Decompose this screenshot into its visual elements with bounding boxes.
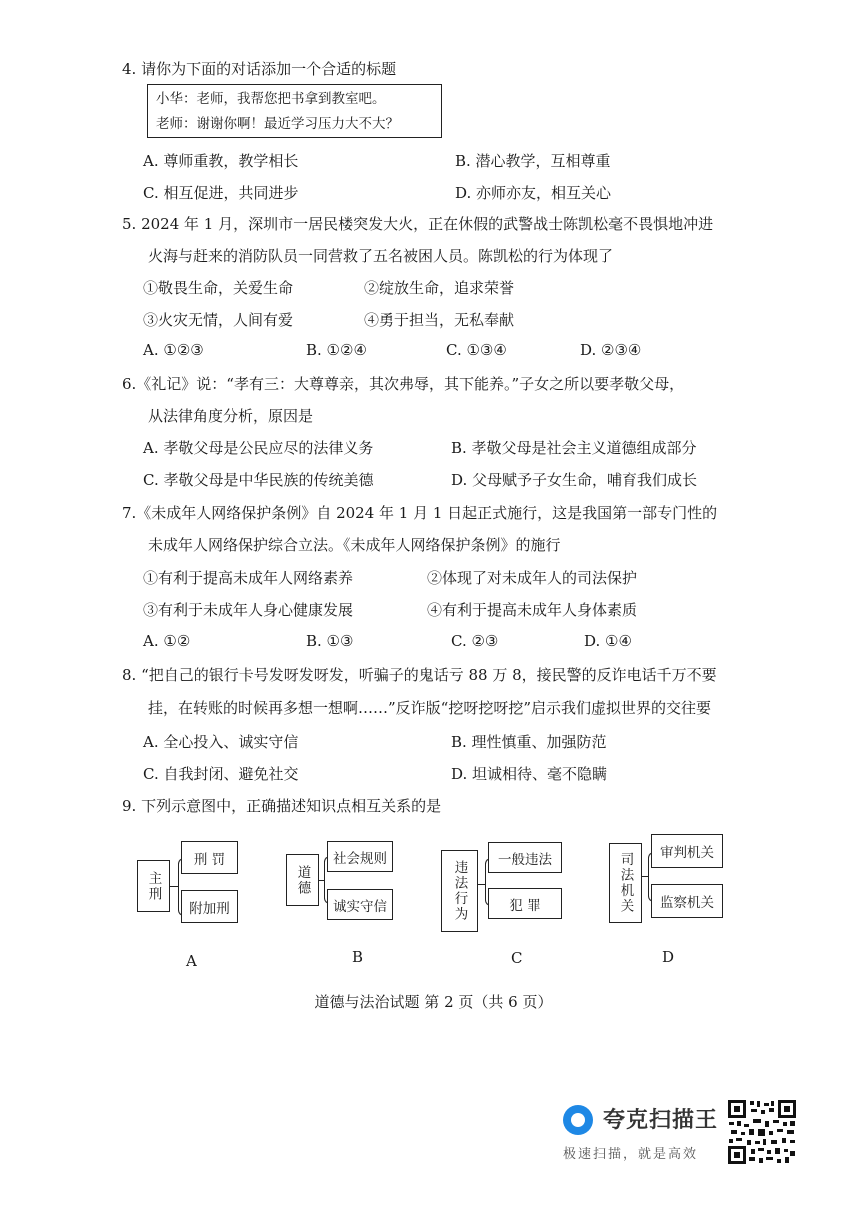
q4-option-a: A. 尊师重教，教学相长 [143, 152, 299, 170]
diagram-a-connector [170, 886, 178, 887]
diagram-a-root: 主刑 [137, 860, 170, 912]
q5-stem-line2: 火海与赶来的消防队员一同营救了五名被困人员。陈凯松的行为体现了 [148, 247, 614, 265]
diagram-d-label: D [662, 948, 675, 966]
diagram-a-child-1: 刑 罚 [181, 841, 238, 874]
watermark-slogan: 极速扫描，就是高效 [563, 1147, 699, 1162]
q8-stem-line1: 8. “把自己的银行卡号发呀发呀发，听骗子的鬼话亏 88 万 8，接民警的反诈电话千万不要 [122, 666, 717, 684]
watermark-app-name: 夸克扫描王 [603, 1108, 719, 1133]
q5-stem-line1: 5. 2024 年 1 月，深圳市一居民楼突发大火，正在休假的武警战士陈凯松毫不畏惧地冲进 [122, 215, 714, 233]
q8-option-d: D. 坦诚相待、毫不隐瞒 [451, 765, 608, 783]
q8-option-b: B. 理性慎重、加强防范 [451, 733, 607, 751]
q6-option-c: C. 孝敬父母是中华民族的传统美德 [143, 471, 374, 489]
q6-option-d: D. 父母赋予子女生命，哺育我们成长 [451, 471, 698, 489]
diagram-d-root: 司法机关 [609, 843, 642, 923]
q6-option-a: A. 孝敬父母是公民应尽的法律义务 [143, 439, 374, 457]
q5-option-d: D. ②③④ [580, 341, 642, 359]
quark-logo-icon [563, 1105, 593, 1135]
q7-option-b: B. ①③ [306, 632, 354, 650]
q8-stem-line2: 挂，在转账的时候再多想一想啊……”反诈版“挖呀挖呀挖”启示我们虚拟世界的交往要 [148, 699, 712, 717]
q4-dialog-box [147, 84, 442, 138]
q7-option-c: C. ②③ [451, 632, 499, 650]
q7-item-3: ③有利于未成年人身心健康发展 [143, 601, 354, 619]
q7-stem-line2: 未成年人网络保护综合立法。《未成年人网络保护条例》的施行 [148, 536, 561, 554]
diagram-c-child-1: 一般违法 [488, 842, 562, 873]
q4-stem: 4. 请你为下面的对话添加一个合适的标题 [122, 60, 397, 78]
diagram-a-label: A [186, 952, 197, 970]
diagram-b-child-2: 诚实守信 [327, 889, 393, 920]
diagram-b-label: B [352, 948, 364, 966]
q7-item-2: ②体现了对未成年人的司法保护 [427, 569, 638, 587]
q5-item-1: ①敬畏生命，关爱生命 [143, 279, 294, 297]
scanner-watermark [563, 1103, 723, 1163]
q7-option-d: D. ①④ [584, 632, 632, 650]
dialog-line-teacher: 老师：谢谢你啊！最近学习压力大不大？ [156, 116, 399, 132]
diagram-c-child-2: 犯 罪 [488, 888, 562, 919]
q5-option-b: B. ①②④ [306, 341, 367, 359]
diagram-b-child-1: 社会规则 [327, 841, 393, 872]
qr-code-icon [727, 1099, 797, 1165]
diagram-b-root: 道德 [286, 854, 319, 906]
diagram-c-label: C [511, 949, 523, 967]
diagram-a-child-2: 附加刑 [181, 890, 238, 923]
diagram-d-child-2: 监察机关 [651, 884, 723, 918]
diagram-d-child-1: 审判机关 [651, 834, 723, 868]
diagram-c-root: 违法行为 [441, 850, 478, 932]
q4-option-b: B. 潜心教学，互相尊重 [455, 152, 611, 170]
page-footer: 道德与法治试题 第 2 页（共 6 页） [314, 993, 553, 1011]
q8-option-c: C. 自我封闭、避免社交 [143, 765, 299, 783]
diagram-c-connector [478, 884, 485, 885]
q6-option-b: B. 孝敬父母是社会主义道德组成部分 [451, 439, 697, 457]
q7-option-a: A. ①② [143, 632, 191, 650]
q7-item-1: ①有利于提高未成年人网络素养 [143, 569, 354, 587]
q5-item-3: ③火灾无情，人间有爱 [143, 311, 294, 329]
q7-item-4: ④有利于提高未成年人身体素质 [427, 601, 638, 619]
q5-item-2: ②绽放生命，追求荣誉 [364, 279, 515, 297]
q6-stem-line2: 从法律角度分析，原因是 [148, 407, 314, 425]
q5-option-a: A. ①②③ [143, 341, 204, 359]
dialog-line-student: 小华：老师，我帮您把书拿到教室吧。 [156, 91, 386, 107]
q5-item-4: ④勇于担当，无私奉献 [364, 311, 515, 329]
q5-option-c: C. ①③④ [446, 341, 507, 359]
q9-stem: 9. 下列示意图中，正确描述知识点相互关系的是 [122, 797, 442, 815]
q4-option-c: C. 相互促进，共同进步 [143, 184, 299, 202]
q6-stem-line1: 6.《礼记》说：“孝有三：大尊尊亲，其次弗辱，其下能养。”子女之所以要孝敬父母， [122, 375, 685, 393]
q8-option-a: A. 全心投入、诚实守信 [143, 733, 299, 751]
q7-stem-line1: 7.《未成年人网络保护条例》自 2024 年 1 月 1 日起正式施行，这是我国第一部专门性的 [122, 504, 718, 522]
q4-option-d: D. 亦师亦友，相互关心 [455, 184, 612, 202]
